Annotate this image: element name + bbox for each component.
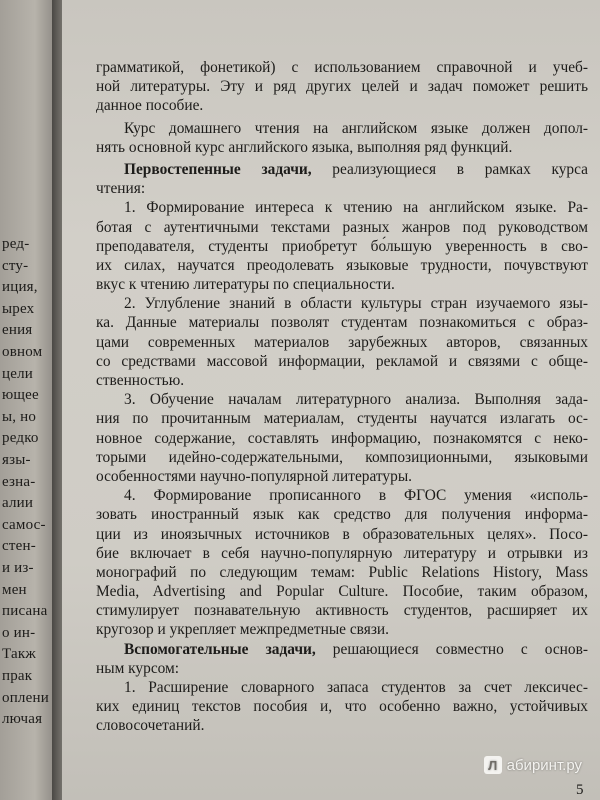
labirint-logo-icon: Л xyxy=(484,756,502,774)
line-text: словосочетаний. xyxy=(96,717,205,735)
left-page-fragment: лючая xyxy=(2,711,43,728)
line-text: 1. Формирование интереса к чтению на английском языке. Ра- xyxy=(124,199,588,217)
left-page-fragment: ред- xyxy=(2,236,30,252)
line-text: новное содержание, составлять информацию, познакомятся с неко- xyxy=(96,429,588,447)
text-line xyxy=(96,313,588,332)
text-line xyxy=(96,448,588,467)
line-text: ботая с аутентичными текстами разных жанров под руководством xyxy=(96,218,588,236)
left-page-fragment: стен- xyxy=(2,538,36,555)
line-text: ких единиц текстов пособия и, что особенно важно, устойчивых xyxy=(96,698,588,716)
left-page-fragment: ения xyxy=(2,322,33,339)
text-line xyxy=(96,409,588,428)
text-line xyxy=(96,390,588,409)
text-line xyxy=(96,659,588,678)
line-text: решающиеся совместно с основ- xyxy=(315,640,588,658)
left-page-fragment: писана xyxy=(2,603,48,620)
line-text: чтения: xyxy=(96,180,146,198)
text-line xyxy=(96,640,588,659)
left-page-fragment: оплени xyxy=(2,689,49,706)
text-line xyxy=(96,58,588,77)
left-page-fragment: прак xyxy=(2,668,33,684)
line-text: нять основной курс английского языка, выполняя ряд функций. xyxy=(96,138,513,156)
text-line xyxy=(96,198,588,217)
watermark xyxy=(484,756,582,774)
line-text: 2. Углубление знаний в области культуры стран изучаемого язы- xyxy=(124,295,588,313)
left-page-fragment: овном xyxy=(2,344,43,360)
line-text: преподавателя, студенты приобретут бо́льшую уверенность в сво- xyxy=(96,237,588,255)
left-page-fragment: езна- xyxy=(2,473,36,490)
line-text: кругозор и укрепляет межпредметные связи. xyxy=(96,621,389,639)
left-page-fragment: редко xyxy=(2,430,39,447)
line-text: ции из иноязычных источников в образовательных целях». Посо- xyxy=(96,525,588,543)
bold-lead: Первостепенные задачи, xyxy=(124,160,312,178)
line-text: 4. Формирование прописанного в ФГОС умения «исполь- xyxy=(124,487,588,505)
line-text: реализующиеся в рамках курса xyxy=(311,160,588,178)
left-page-fragment: ырех xyxy=(2,300,35,317)
text-line xyxy=(96,716,588,735)
text-line xyxy=(96,294,588,313)
text-line xyxy=(96,138,588,157)
page-text xyxy=(96,58,588,736)
text-line xyxy=(96,544,588,563)
line-text: 3. Обучение началам литературного анализа. Выполняя зада- xyxy=(124,391,588,409)
text-line xyxy=(96,697,588,716)
text-line xyxy=(96,179,588,198)
text-line xyxy=(96,525,588,544)
line-text: грамматикой, фонетикой) с использованием справочной и учеб- xyxy=(96,59,588,76)
bold-lead: Вспомогательные задачи, xyxy=(124,640,316,658)
line-text: их силах, научатся преодолевать языковые трудности, почувствуют xyxy=(96,256,588,274)
text-line xyxy=(96,563,588,582)
left-page-fragment: иция, xyxy=(2,279,38,296)
text-line xyxy=(96,429,588,448)
text-line xyxy=(96,620,588,639)
watermark-text: абиринт.ру xyxy=(506,756,582,774)
text-line xyxy=(96,96,588,115)
line-text: особенностями научно-популярной литературы. xyxy=(96,467,413,485)
text-line xyxy=(96,160,588,179)
line-text: стимулирует познавательную активность студентов, расширяет их xyxy=(96,602,588,620)
text-line xyxy=(96,275,588,294)
line-text: 1. Расширение словарного запаса студентов за счет лексичес- xyxy=(124,679,588,696)
left-page-fragment: язы- xyxy=(2,452,31,468)
left-page-fragment: и из- xyxy=(2,560,34,576)
previous-page-edge xyxy=(0,0,58,800)
text-line xyxy=(96,486,588,505)
left-page-fragment: о ин- xyxy=(2,624,36,641)
line-text: зовать иностранный язык как средство для получения информа- xyxy=(96,506,588,524)
left-page-fragment: ы, но xyxy=(2,408,37,425)
text-line xyxy=(96,678,588,697)
left-page-fragment: сту- xyxy=(2,257,29,274)
left-page-fragment: самос- xyxy=(2,516,46,533)
page-number: 5 xyxy=(576,782,584,798)
left-page-fragment: мен xyxy=(2,581,27,598)
line-text: цами современных материалов зарубежных авторов, связанных xyxy=(96,333,588,351)
text-line xyxy=(96,601,588,620)
text-line xyxy=(96,371,588,390)
line-text: ной литературы. Эту и ряд других целей и задач поможет решить xyxy=(96,78,588,96)
text-line xyxy=(96,218,588,237)
line-text: бие включает в себя научно-популярную литературу и отрывки из xyxy=(96,544,588,562)
line-text: вкус к чтению литературы по специальности. xyxy=(96,276,395,294)
text-line xyxy=(96,582,588,601)
left-page-fragment: алии xyxy=(2,495,34,512)
text-line xyxy=(96,119,588,138)
text-line xyxy=(96,237,588,256)
line-text: Курс домашнего чтения на английском языке должен допол- xyxy=(124,119,588,137)
text-line xyxy=(96,333,588,352)
line-text: ка. Данные материалы позволят студентам познакомиться с образ- xyxy=(96,314,588,332)
text-line xyxy=(96,256,588,275)
line-text: со средствами массовой информации, рекламой и связями с обще- xyxy=(96,352,588,370)
left-page-fragment: Такж xyxy=(2,646,36,663)
left-page-fragment: цели xyxy=(2,365,33,382)
text-line xyxy=(96,77,588,96)
line-text: Media, Advertising and Popular Culture. Пособие, таким образом, xyxy=(96,583,588,601)
line-text: ным курсом: xyxy=(96,659,180,677)
text-line xyxy=(96,505,588,524)
left-page-fragment: ющее xyxy=(2,387,39,404)
text-line xyxy=(96,467,588,486)
line-text: ния по прочитанным материалам, студенты научатся излагать ос- xyxy=(96,410,588,428)
line-text: ственностью. xyxy=(96,372,185,389)
line-text: монографий по следующим темам: Public Relations History, Mass xyxy=(96,563,588,581)
line-text: данное пособие. xyxy=(96,97,204,115)
text-line xyxy=(96,352,588,371)
book-page xyxy=(62,0,600,800)
line-text: торыми идейно-содержательными, композиционными, языковыми xyxy=(96,448,588,466)
